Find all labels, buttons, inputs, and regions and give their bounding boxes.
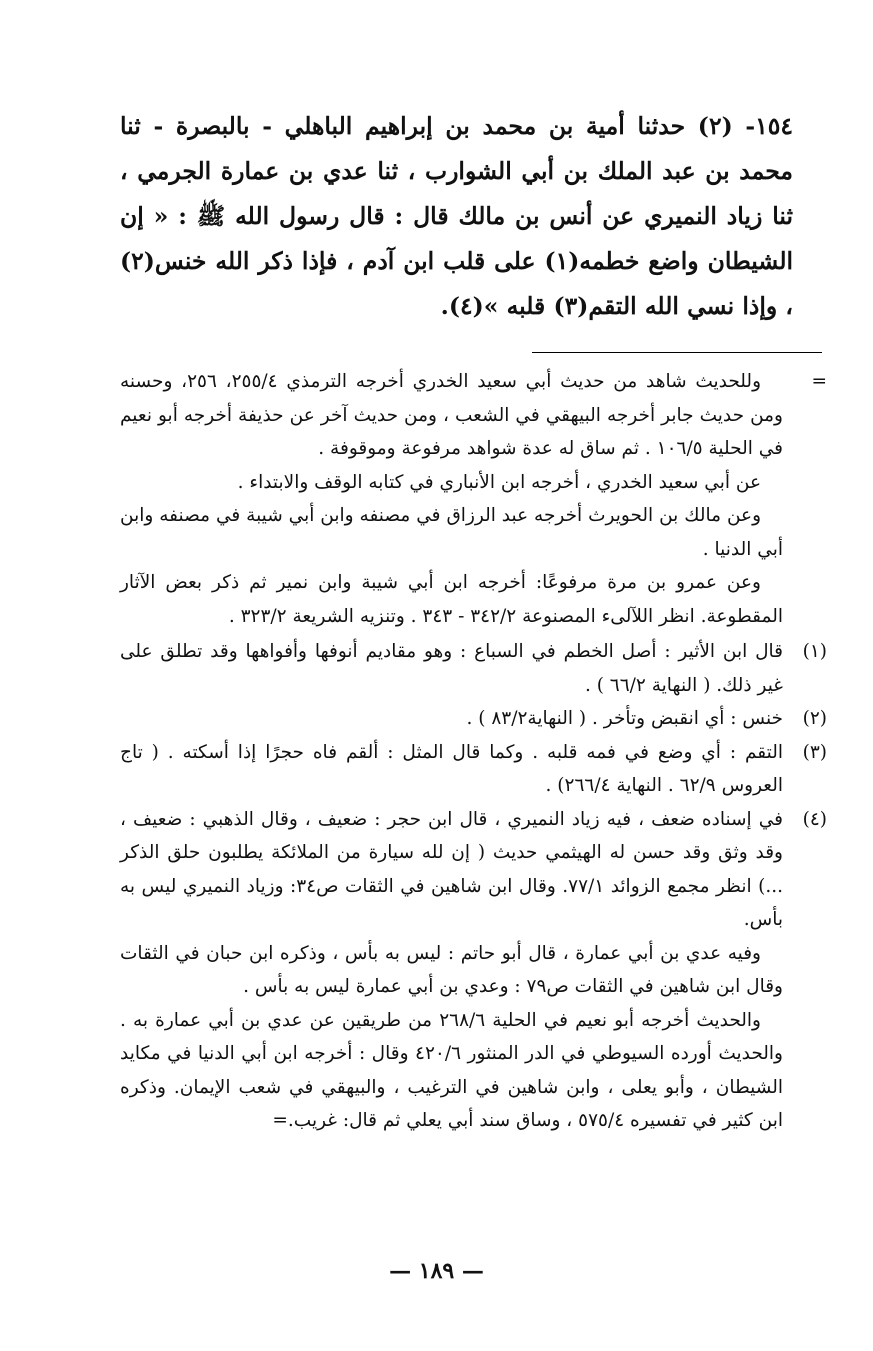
footnote-paragraph: عن أبي سعيد الخدري ، أخرجه ابن الأنباري في كتابه الوقف والابتداء . <box>237 471 761 493</box>
footnotes <box>120 365 827 1138</box>
footnote-text: خنس : أي انقبض وتأخر . ( النهاية٨٣/٢ ) . <box>466 708 783 729</box>
footnote-paragraph: وفيه عدي بن أبي عمارة ، قال أبو حاتم : ليس به بأس ، وذكره ابن حبان في الثقات وقال ابن شاهين في الثقات ص٧٩ : وعدي بن أبي عمارة ليس به بأس . <box>120 942 783 997</box>
footnote-2 <box>120 702 827 736</box>
footnote-text: قال ابن الأثير : أصل الخطم في السباع : وهو مقاديم أنوفها وأفواهها وقد تطلق على غير ذلك. ( النهاية ٦٦/٢ ) . <box>120 641 783 696</box>
footnote-number: (٤) <box>802 808 827 830</box>
footnote-text: في إسناده ضعف ، فيه زياد النميري ، قال ابن حجر : ضعيف ، وقال الذهبي : ضعيف ، وقد وثق وقد حسن له الهيثمي حديث ( إن لله سيارة من الملائكة يطلبون حلق الذكر ...) انظر مجمع الزوائد ٧٧/١. وقال ابن شاهين في الثقات ص٣٤: وزياد النميري ليس به بأس. <box>120 808 783 930</box>
footnote-1 <box>120 635 827 702</box>
footnote-number: (٣) <box>802 741 827 763</box>
footnote-number: (١) <box>802 641 827 662</box>
footnote-paragraph: وعن عمرو بن مرة مرفوعًا: أخرجه ابن أبي شيبة وابن نمير ثم ذكر بعض الآثار المقطوعة. انظر اللآلىء المصنوعة ٣٤٢/٢ - ٣٤٣ . وتنزيه الشريعة ٣٢٣/٢ . <box>120 572 783 627</box>
footnote-paragraph: وعن مالك بن الحويرث أخرجه عبد الرزاق في مصنفه وابن أبي شيبة في مصنفه وابن أبي الدنيا . <box>120 505 783 560</box>
continuation-mark: = <box>811 371 827 392</box>
footnote-paragraph: وللحديث شاهد من حديث أبي سعيد الخدري أخرجه الترمذي ٢٥٥/٤، ٢٥٦، وحسنه ومن حديث جابر أخرجه البيهقي في الشعب ، ومن حديث آخر عن حذيفة أخرجه أبو نعيم في الحلية ١٠٦/٥ . ثم ساق له عدة شواهد مرفوعة وموقوفة . <box>120 371 783 459</box>
footnote-4 <box>120 803 827 1138</box>
hadith-paragraph: ١٥٤- (٢) حدثنا أمية بن محمد بن إبراهيم الباهلي - بالبصرة - ثنا محمد بن عبد الملك بن أبي الشوارب ، ثنا عدي بن عمارة الجرمي ، ثنا زياد النميري عن أنس بن مالك قال : قال رسول الله ﷺ : « إن الشيطان واضع خطمه(١) على قلب ابن آدم ، فإذا ذكر الله خنس(٢) ، وإذا نسي الله التقم(٣) قلبه »(٤). <box>120 112 794 320</box>
page-number: — ١٨٩ — <box>389 1258 484 1284</box>
footnote-number: (٢) <box>802 708 827 729</box>
footnote-text: التقم : أي وضع في فمه قلبه . وكما قال المثل : ألقم فاه حجرًا إذا أسكته . ( تاج العروس ٦٢/٩ . النهاية ٢٦٦/٤) . <box>120 741 783 796</box>
hadith-text <box>120 104 793 329</box>
footnote-continuation <box>120 365 827 633</box>
footnote-3 <box>120 736 827 803</box>
footnote-paragraph: والحديث أخرجه أبو نعيم في الحلية ٢٦٨/٦ من طريقين عن عدي بن أبي عمارة به . والحديث أورده السيوطي في الدر المنثور ٤٢٠/٦ وقال : أخرجه ابن أبي الدنيا في مكايد الشيطان ، وأبو يعلى ، وابن شاهين في الترغيب ، والبيهقي في شعب الإيمان. وذكره ابن كثير في تفسيره ٥٧٥/٤ ، وساق سند أبي يعلي ثم قال: غريب.= <box>120 1009 783 1131</box>
footnote-separator <box>532 352 822 353</box>
